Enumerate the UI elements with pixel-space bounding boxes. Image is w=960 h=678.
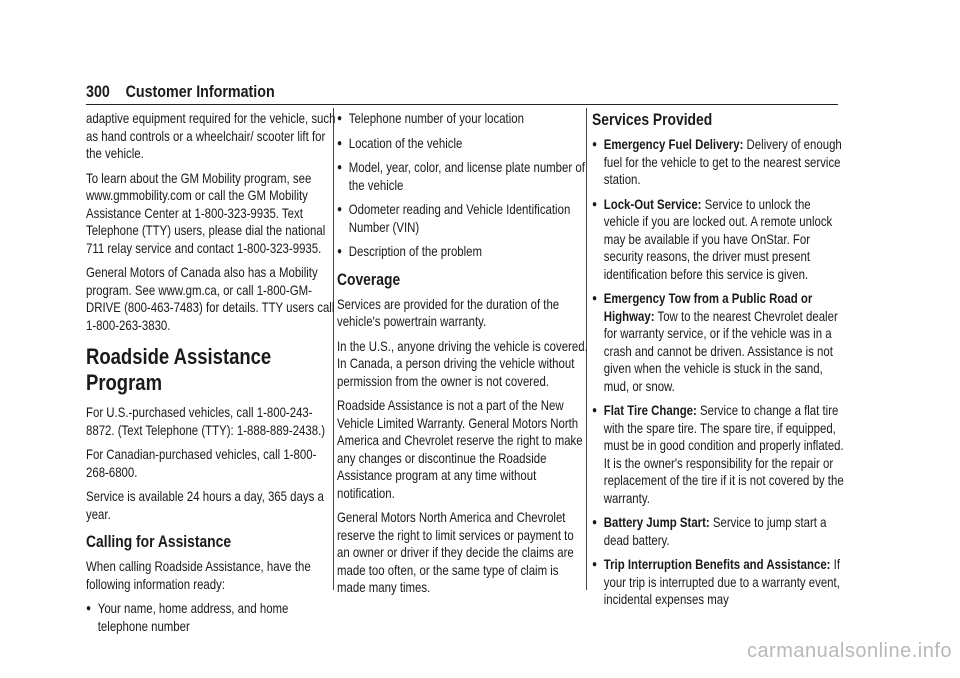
paragraph: Services are provided for the duration of the vehicle's powertrain warranty. xyxy=(337,296,560,329)
item-label: Battery Jump Start: xyxy=(603,515,710,530)
list-item xyxy=(337,243,589,261)
paragraph: To learn about the GM Mobility program, see www.gmmobility.com or call the GM Mobility Assistance Center at 1-800-323-9935. Text Telephone (TTY) users, please dial the national 711 relay service and contact 1-800-323-9935. xyxy=(86,170,326,256)
heading-coverage: Coverage xyxy=(337,270,401,289)
list-item-text: Telephone number of your location xyxy=(348,111,524,126)
heading-roadside-assistance: Roadside Assistance Program xyxy=(86,344,272,395)
header-rule xyxy=(86,104,838,105)
item-text: Service to unlock the vehicle if you are locked out. A remote unlock may be available if you have OnStar. For security reasons, the driver must present identification before this service is given. xyxy=(603,196,833,282)
column-2 xyxy=(337,110,589,604)
heading-services-provided: Services Provided xyxy=(592,111,713,129)
paragraph: When calling Roadside Assistance, have the following information ready: xyxy=(86,559,311,592)
page-header xyxy=(86,82,719,106)
column-3 xyxy=(592,110,844,616)
column-1 xyxy=(86,110,338,642)
item-text: Service to jump start a dead battery. xyxy=(603,515,827,548)
item-label: Trip Interruption Benefits and Assistance: xyxy=(603,557,831,572)
list-item-text: Description of the problem xyxy=(348,244,483,259)
paragraph: General Motors of Canada also has a Mobility program. See www.gm.ca, or call 1-800-GM-DRIVE (800-463-7483) for details. TTY users call 1-800-263-3830. xyxy=(86,265,335,333)
list-item xyxy=(86,600,338,635)
item-text: Service to change a flat tire with the spare tire. The spare tire, if equipped, must be in good condition and properly inflated. It is the owner's responsibility for the repair or replacement of the tire if it is not covered by the warranty. xyxy=(603,403,844,506)
list-item-text: Odometer reading and Vehicle Identification Number (VIN) xyxy=(348,202,571,235)
item-text: Tow to the nearest Chevrolet dealer for warranty service, or if the vehicle was in a crash and cannot be driven. Assistance is not given when the vehicle is stuck in the sand, mud, or snow. xyxy=(603,308,838,394)
list-item xyxy=(592,136,844,189)
list-item xyxy=(592,556,844,609)
item-label: Emergency Fuel Delivery: xyxy=(603,137,744,152)
watermark: carmanualsonline.info xyxy=(746,640,952,662)
list-item xyxy=(337,135,589,153)
item-label: Emergency Tow from a Public Road or Highway: xyxy=(603,291,813,324)
list-item xyxy=(337,201,589,236)
heading-calling-for-assistance: Calling for Assistance xyxy=(86,533,232,551)
list-item xyxy=(592,196,844,284)
list-item-text: Location of the vehicle xyxy=(348,135,463,151)
paragraph: For U.S.-purchased vehicles, call 1-800-243-8872. (Text Telephone (TTY): 1-888-889-2438.) xyxy=(86,405,326,438)
paragraph: Service is available 24 hours a day, 365 days a year. xyxy=(86,489,324,522)
paragraph: General Motors North America and Chevrolet reserve the right to limit services or payment to an owner or driver if they decide the claims are made too often, or the same type of claim is made many times. xyxy=(337,510,574,595)
list-item-text: Model, year, color, and license plate number of the vehicle xyxy=(348,160,585,193)
section-title: Customer Information xyxy=(125,82,275,101)
list-item xyxy=(592,514,844,549)
list-item xyxy=(592,402,844,507)
item-text: Delivery of enough fuel for the vehicle to get to the nearest service station. xyxy=(603,137,842,187)
list-item-text: Your name, home address, and home telephone number xyxy=(97,601,289,634)
list-item xyxy=(337,159,589,194)
list-item xyxy=(592,290,844,395)
page-number: 300 xyxy=(86,82,110,101)
paragraph: For Canadian-purchased vehicles, call 1-800-268-6800. xyxy=(86,447,317,480)
item-label: Flat Tire Change: xyxy=(603,403,697,418)
item-label: Lock-Out Service: xyxy=(603,196,702,212)
paragraph: In the U.S., anyone driving the vehicle is covered. In Canada, a person driving the vehicle without permission from the owner is not covered. xyxy=(337,338,588,389)
paragraph: adaptive equipment required for the vehicle, such as hand controls or a wheelchair/ scooter lift for the vehicle. xyxy=(86,111,336,161)
list-item xyxy=(337,110,589,128)
item-text: If your trip is interrupted due to a warranty event, incidental expenses may xyxy=(603,557,841,607)
paragraph: Roadside Assistance is not a part of the New Vehicle Limited Warranty. General Motors North America and Chevrolet reserve the right to make any changes or discontinue the Roadside Assistance program at any time without notification. xyxy=(337,398,583,501)
